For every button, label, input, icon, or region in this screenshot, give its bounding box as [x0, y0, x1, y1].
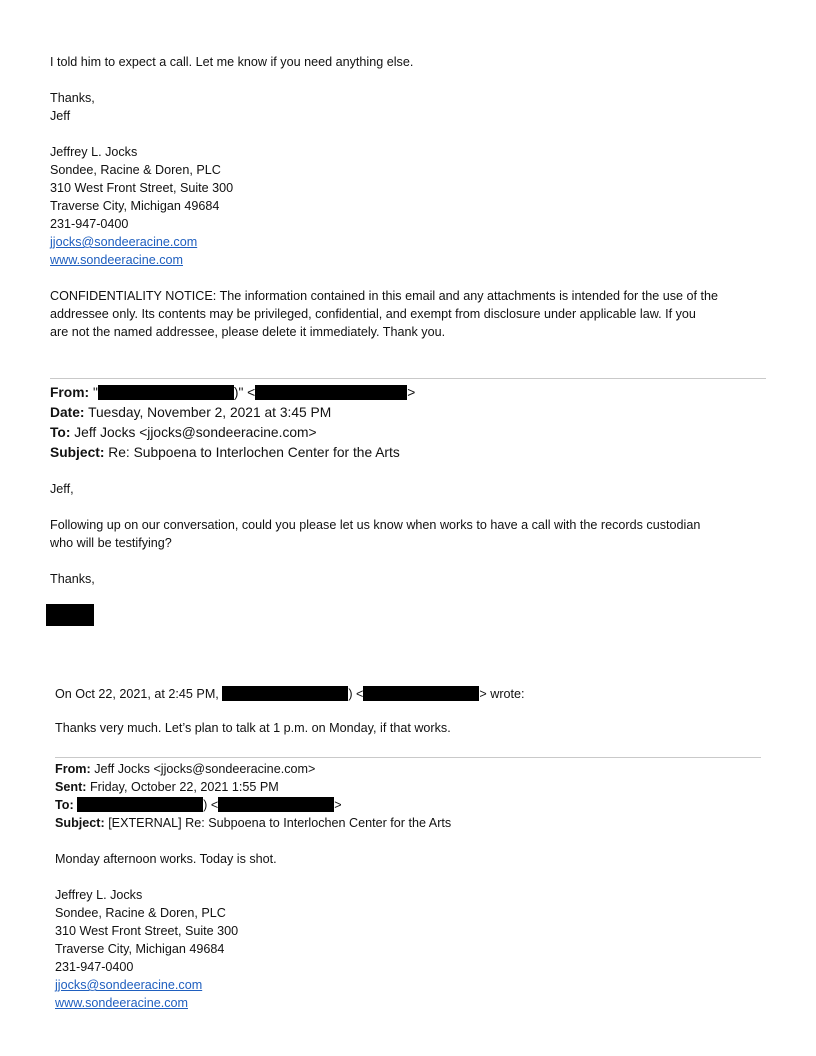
quoted-intro-end: > wrote:: [479, 687, 525, 701]
email2-date-line: [50, 403, 331, 423]
redaction-block: [98, 385, 234, 400]
email3-subject: [EXTERNAL] Re: Subpoena to Interlochen Center for the Arts: [108, 816, 452, 830]
quoted-intro-mid: ) <: [348, 687, 364, 701]
email3-from: Jeff Jocks <jjocks@sondeeracine.com>: [94, 762, 316, 776]
email2-body-line-2: who will be testifying?: [50, 536, 172, 550]
email2-from-line: [50, 383, 415, 403]
redaction-block: [218, 797, 334, 812]
email3-to-mid: ) <: [203, 798, 219, 812]
sig1-address1: 310 West Front Street, Suite 300: [50, 181, 234, 195]
email2-date-label: Date:: [50, 405, 85, 420]
email2-from-quote: ": [92, 385, 98, 400]
email2-from-label: From:: [50, 385, 90, 400]
sig2-email-link[interactable]: jjocks@sondeeracine.com: [55, 978, 203, 992]
email3-from-label: From:: [55, 762, 91, 776]
email2-subject: Re: Subpoena to Interlochen Center for the Arts: [108, 445, 400, 460]
separator-rule-2: [55, 757, 761, 758]
signature-redaction-block: [46, 604, 94, 626]
confidentiality-line-3: are not the named addressee, please delete it immediately. Thank you.: [50, 325, 446, 339]
top-signoff-name: Jeff: [50, 109, 71, 123]
sig2-address2: Traverse City, Michigan 49684: [55, 942, 225, 956]
email3-to-close: >: [334, 798, 342, 812]
email3-sent: Friday, October 22, 2021 1:55 PM: [89, 780, 279, 794]
email3-sent-line: [55, 778, 279, 796]
email3-sent-label: Sent:: [55, 780, 87, 794]
email2-body-line-1: Following up on our conversation, could you please let us know when works to have a call with the records custodian: [50, 518, 701, 532]
email3-to-label: To:: [55, 798, 74, 812]
sig1-address2: Traverse City, Michigan 49684: [50, 199, 220, 213]
separator-rule-1: [50, 378, 766, 379]
email2-thanks: Thanks,: [50, 572, 95, 586]
email3-from-line: [55, 760, 315, 778]
quoted-intro-start: On Oct 22, 2021, at 2:45 PM,: [55, 687, 219, 701]
email3-subject-label: Subject:: [55, 816, 105, 830]
redaction-block: [77, 797, 203, 812]
email2-to-line: [50, 423, 317, 443]
sig1-firm: Sondee, Racine & Doren, PLC: [50, 163, 221, 177]
email2-to: Jeff Jocks <jjocks@sondeeracine.com>: [74, 425, 317, 440]
sig2-website-link[interactable]: www.sondeeracine.com: [55, 996, 188, 1010]
sig2-firm: Sondee, Racine & Doren, PLC: [55, 906, 226, 920]
email2-greeting: Jeff,: [50, 482, 74, 496]
sig2-phone: 231-947-0400: [55, 960, 134, 974]
redaction-block: [363, 686, 479, 701]
email3-subject-line: [55, 814, 451, 832]
sig1-name: Jeffrey L. Jocks: [50, 145, 138, 159]
email2-subject-line: [50, 443, 400, 463]
sig1-email-link[interactable]: jjocks@sondeeracine.com: [50, 235, 198, 249]
email3-to-line: [55, 796, 342, 814]
sig1-phone: 231-947-0400: [50, 217, 129, 231]
top-thanks: Thanks,: [50, 91, 95, 105]
email2-from-mid: )" <: [233, 385, 256, 400]
quoted-intro-line: [55, 685, 525, 703]
email2-subject-label: Subject:: [50, 445, 105, 460]
sig1-website-link[interactable]: www.sondeeracine.com: [50, 253, 183, 267]
sig2-address1: 310 West Front Street, Suite 300: [55, 924, 239, 938]
email2-date: Tuesday, November 2, 2021 at 3:45 PM: [88, 405, 332, 420]
confidentiality-line-1: CONFIDENTIALITY NOTICE: The information contained in this email and any attachments is intended for the use of the: [50, 289, 719, 303]
email2-from-close: >: [407, 385, 416, 400]
quoted-message: Thanks very much. Let’s plan to talk at 1 p.m. on Monday, if that works.: [55, 721, 451, 735]
top-message-line: I told him to expect a call. Let me know if you need anything else.: [50, 55, 414, 69]
email2-to-label: To:: [50, 425, 71, 440]
confidentiality-line-2: addressee only. Its contents may be privileged, confidential, and exempt from disclosure under applicable law. If you: [50, 307, 696, 321]
redaction-block: [222, 686, 348, 701]
redaction-block: [255, 385, 407, 400]
sig2-name: Jeffrey L. Jocks: [55, 888, 143, 902]
email3-body: Monday afternoon works. Today is shot.: [55, 852, 277, 866]
